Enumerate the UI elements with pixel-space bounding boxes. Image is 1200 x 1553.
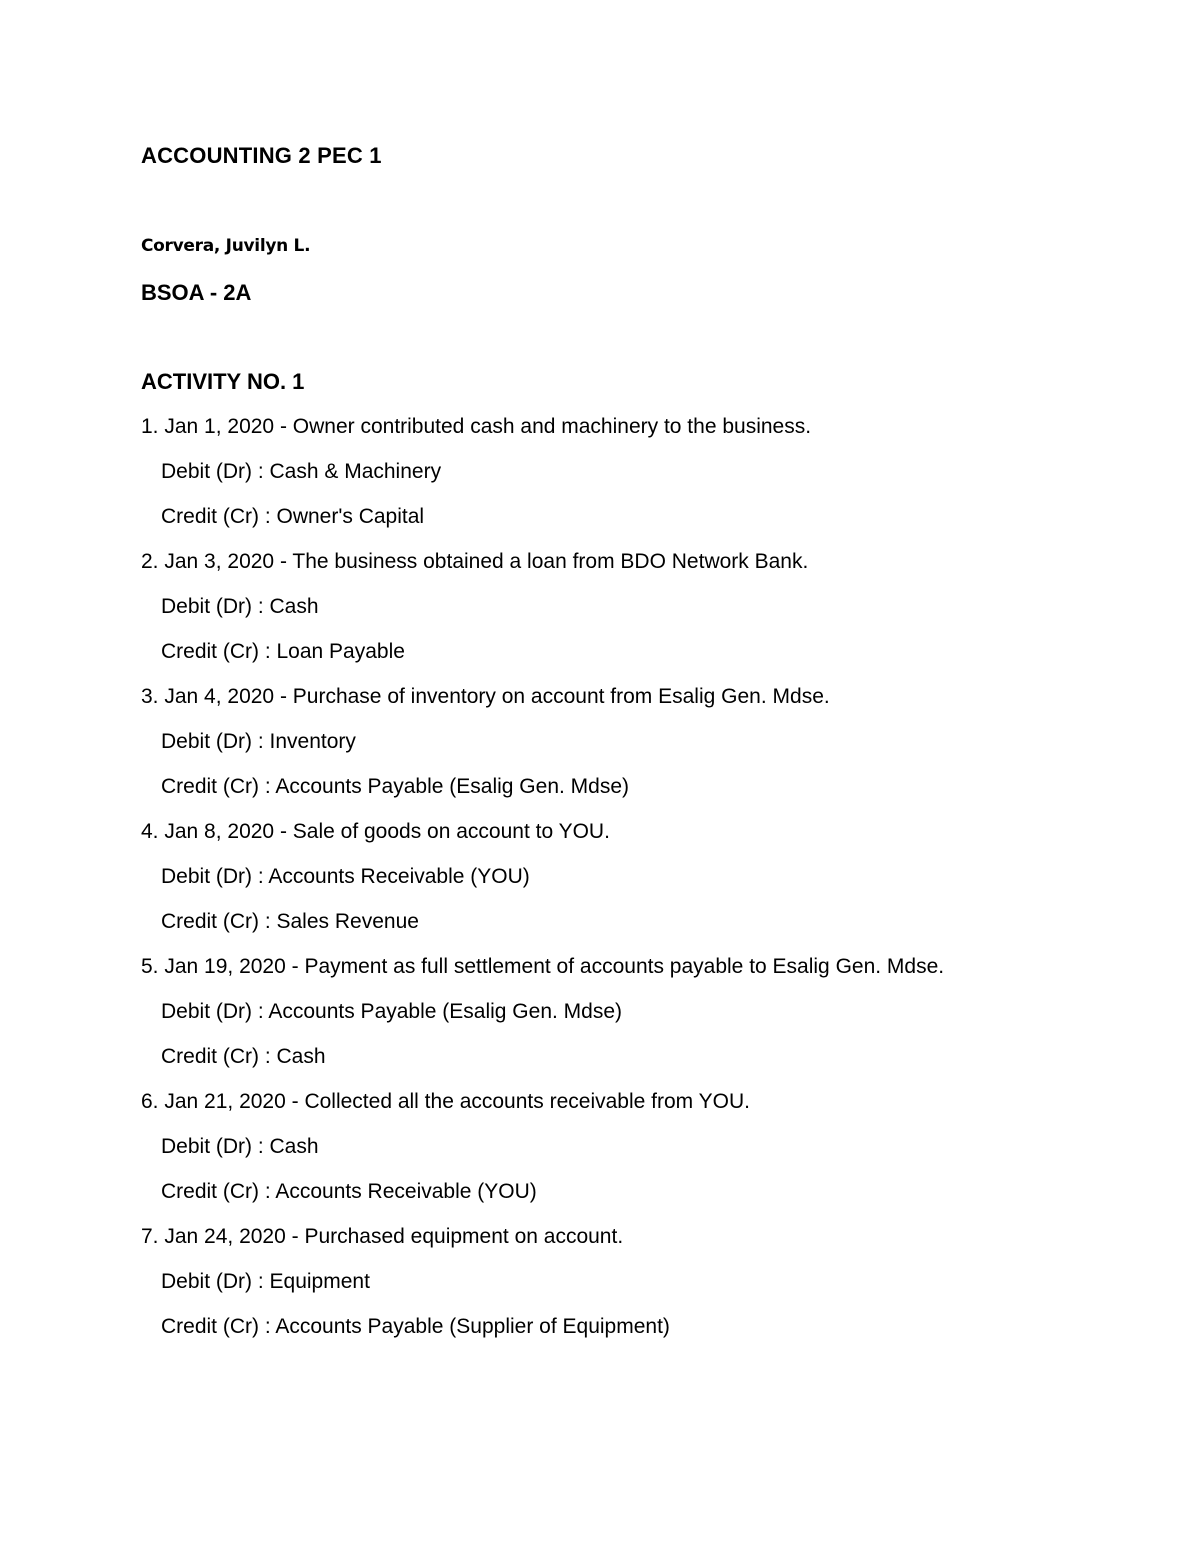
journal-entry-5	[141, 949, 1141, 1084]
entry-description: 1. Jan 1, 2020 - Owner contributed cash and machinery to the business.	[141, 415, 812, 438]
journal-entry-list	[141, 409, 1141, 1354]
entry-debit: Debit (Dr) : Cash & Machinery	[161, 460, 442, 483]
entry-description: 2. Jan 3, 2020 - The business obtained a loan from BDO Network Bank.	[141, 550, 809, 573]
journal-entry-6	[141, 1084, 1141, 1219]
entry-credit: Credit (Cr) : Sales Revenue	[161, 910, 419, 933]
entry-debit: Debit (Dr) : Accounts Receivable (YOU)	[161, 865, 530, 888]
journal-entry-7	[141, 1219, 1141, 1354]
entry-debit: Debit (Dr) : Inventory	[161, 730, 356, 753]
journal-entry-4	[141, 814, 1141, 949]
class-section: BSOA - 2A	[141, 280, 252, 305]
entry-description: 4. Jan 8, 2020 - Sale of goods on account to YOU.	[141, 820, 610, 843]
student-name: Corvera, Juvilyn L.	[141, 236, 311, 256]
entry-debit: Debit (Dr) : Accounts Payable (Esalig Gen. Mdse)	[161, 1000, 623, 1023]
entry-credit: Credit (Cr) : Accounts Receivable (YOU)	[161, 1180, 537, 1203]
entry-credit: Credit (Cr) : Owner's Capital	[161, 505, 425, 528]
activity-heading: ACTIVITY NO. 1	[141, 369, 305, 394]
journal-entry-1	[141, 409, 1141, 544]
entry-credit: Credit (Cr) : Loan Payable	[161, 640, 405, 663]
journal-entry-3	[141, 679, 1141, 814]
entry-debit: Debit (Dr) : Cash	[161, 595, 319, 618]
entry-description: 7. Jan 24, 2020 - Purchased equipment on account.	[141, 1225, 624, 1248]
entry-debit: Debit (Dr) : Cash	[161, 1135, 319, 1158]
entry-credit: Credit (Cr) : Accounts Payable (Esalig Gen. Mdse)	[161, 775, 630, 798]
entry-description: 5. Jan 19, 2020 - Payment as full settlement of accounts payable to Esalig Gen. Mdse.	[141, 955, 945, 978]
journal-entry-2	[141, 544, 1141, 679]
document-title: ACCOUNTING 2 PEC 1	[141, 143, 382, 168]
entry-description: 6. Jan 21, 2020 - Collected all the accounts receivable from YOU.	[141, 1090, 750, 1113]
entry-debit: Debit (Dr) : Equipment	[161, 1270, 370, 1293]
entry-description: 3. Jan 4, 2020 - Purchase of inventory on account from Esalig Gen. Mdse.	[141, 685, 830, 708]
entry-credit: Credit (Cr) : Accounts Payable (Supplier of Equipment)	[161, 1315, 670, 1338]
entry-credit: Credit (Cr) : Cash	[161, 1045, 326, 1068]
